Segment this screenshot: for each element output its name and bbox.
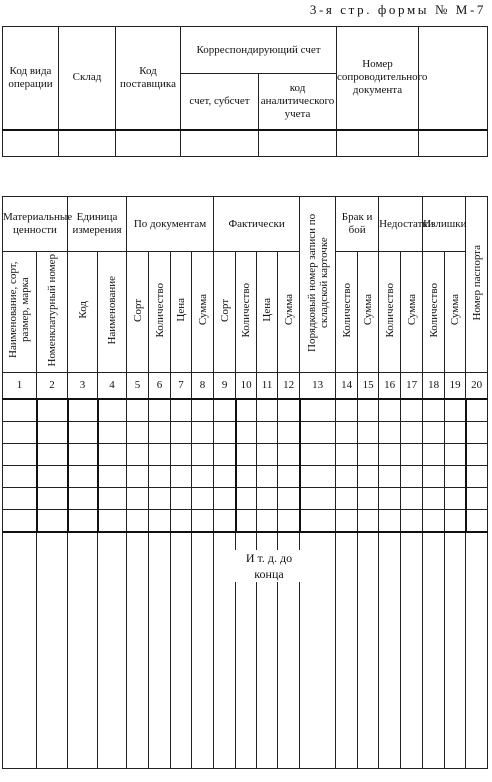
table-cell[interactable]: [401, 488, 423, 510]
column-number: 18: [423, 373, 445, 400]
passport-header: Номер паспорта: [466, 197, 488, 373]
table-cell[interactable]: [466, 510, 488, 533]
table-cell[interactable]: [401, 532, 423, 768]
data-rows: [3, 399, 488, 532]
table-cell[interactable]: [3, 399, 37, 422]
warehouse-cell[interactable]: [59, 130, 116, 157]
doc-sum-header: Сумма: [192, 252, 214, 373]
surplus-sum-header: Сумма: [445, 252, 466, 373]
table-cell[interactable]: [379, 399, 401, 422]
table-cell[interactable]: [300, 422, 336, 444]
table-cell[interactable]: [466, 399, 488, 422]
table-cell[interactable]: [68, 466, 98, 488]
code-operation-cell[interactable]: [3, 130, 59, 157]
table-cell[interactable]: [127, 532, 149, 768]
table-cell[interactable]: [466, 444, 488, 466]
continue-note: И т. д. до конца: [232, 550, 306, 582]
table-cell[interactable]: [68, 510, 98, 533]
table-cell[interactable]: [37, 488, 68, 510]
table-row: [3, 488, 488, 510]
table-cell[interactable]: [37, 444, 68, 466]
table-cell[interactable]: [171, 444, 192, 466]
table-cell[interactable]: [278, 399, 300, 422]
table-cell[interactable]: [171, 488, 192, 510]
table-cell[interactable]: [379, 488, 401, 510]
unit-header: Единица измерения: [68, 197, 127, 252]
top-empty-cell[interactable]: [419, 130, 488, 157]
table-cell[interactable]: [37, 422, 68, 444]
table-cell[interactable]: [445, 488, 466, 510]
table-cell[interactable]: [68, 399, 98, 422]
table-cell[interactable]: [336, 488, 358, 510]
table-cell[interactable]: [37, 532, 68, 768]
table-cell[interactable]: [68, 422, 98, 444]
table-cell[interactable]: [445, 444, 466, 466]
shortage-sum-header: Сумма: [401, 252, 423, 373]
name-header: Наименование, сорт, размер, марка: [3, 252, 37, 373]
table-cell[interactable]: [236, 422, 257, 444]
table-cell[interactable]: [401, 399, 423, 422]
table-cell[interactable]: [257, 488, 278, 510]
column-number: 16: [379, 373, 401, 400]
defect-header: Брак и бой: [336, 197, 379, 252]
table-cell[interactable]: [3, 510, 37, 533]
column-number: 8: [192, 373, 214, 400]
serial-number-header: Порядковый номер записи по складской карточке: [300, 197, 336, 373]
table-cell[interactable]: [466, 466, 488, 488]
table-cell[interactable]: [278, 444, 300, 466]
act-qty-header: Количество: [236, 252, 257, 373]
table-cell[interactable]: [98, 532, 127, 768]
table-cell[interactable]: [68, 488, 98, 510]
column-number: 5: [127, 373, 149, 400]
table-cell[interactable]: [379, 466, 401, 488]
defect-qty-header: Количество: [336, 252, 358, 373]
table-cell[interactable]: [336, 532, 358, 768]
shortage-qty-header: Количество: [379, 252, 401, 373]
table-cell[interactable]: [171, 422, 192, 444]
table-cell[interactable]: [358, 399, 379, 422]
table-cell[interactable]: [300, 510, 336, 533]
table-cell[interactable]: [236, 444, 257, 466]
table-cell[interactable]: [423, 466, 445, 488]
table-cell[interactable]: [171, 532, 192, 768]
column-number: 12: [278, 373, 300, 400]
supplier-code-header: Код поставщика: [116, 27, 181, 130]
table-cell[interactable]: [445, 399, 466, 422]
table-cell[interactable]: [214, 488, 236, 510]
top-empty-header: [419, 27, 488, 130]
table-cell[interactable]: [171, 510, 192, 533]
table-cell[interactable]: [37, 510, 68, 533]
table-cell[interactable]: [3, 444, 37, 466]
table-cell[interactable]: [214, 399, 236, 422]
table-cell[interactable]: [257, 399, 278, 422]
table-row: [3, 422, 488, 444]
table-cell[interactable]: [336, 444, 358, 466]
column-number: 6: [149, 373, 171, 400]
table-cell[interactable]: [98, 422, 127, 444]
surplus-qty-header: Количество: [423, 252, 445, 373]
table-cell[interactable]: [192, 510, 214, 533]
table-cell[interactable]: [278, 466, 300, 488]
table-cell[interactable]: [379, 532, 401, 768]
table-cell[interactable]: [379, 422, 401, 444]
doc-grade-header: Сорт: [127, 252, 149, 373]
table-cell[interactable]: [423, 444, 445, 466]
table-cell[interactable]: [423, 488, 445, 510]
table-cell[interactable]: [423, 422, 445, 444]
table-cell[interactable]: [257, 422, 278, 444]
table-cell[interactable]: [466, 532, 488, 768]
table-cell[interactable]: [149, 510, 171, 533]
column-number: 15: [358, 373, 379, 400]
doc-number-header: Номер сопроводительного документа: [337, 27, 419, 130]
column-number: 17: [401, 373, 423, 400]
table-cell[interactable]: [358, 532, 379, 768]
table-cell[interactable]: [300, 466, 336, 488]
code-operation-header: Код вида операции: [3, 27, 59, 130]
table-cell[interactable]: [3, 466, 37, 488]
table-cell[interactable]: [192, 422, 214, 444]
table-cell[interactable]: [401, 466, 423, 488]
column-number: 9: [214, 373, 236, 400]
table-cell[interactable]: [336, 399, 358, 422]
materials-header: Материальные ценности: [3, 197, 68, 252]
table-cell[interactable]: [278, 510, 300, 533]
table-cell[interactable]: [214, 510, 236, 533]
table-cell[interactable]: [37, 399, 68, 422]
table-cell[interactable]: [3, 422, 37, 444]
analytic-code-header: код аналитического учета: [259, 74, 337, 130]
materials-table: [2, 196, 488, 769]
column-numbers-row: [3, 373, 488, 400]
table-cell[interactable]: [466, 422, 488, 444]
act-sum-header: Сумма: [278, 252, 300, 373]
table-cell[interactable]: [149, 444, 171, 466]
column-number: 20: [466, 373, 488, 400]
table-row: [3, 399, 488, 422]
table-cell[interactable]: [127, 399, 149, 422]
table-cell[interactable]: [300, 488, 336, 510]
table-cell[interactable]: [445, 532, 466, 768]
table-cell[interactable]: [3, 532, 37, 768]
table-row: [3, 510, 488, 533]
table-cell[interactable]: [127, 466, 149, 488]
table-cell[interactable]: [379, 510, 401, 533]
table-cell[interactable]: [149, 532, 171, 768]
actual-header: Фактически: [214, 197, 300, 252]
table-cell[interactable]: [358, 466, 379, 488]
table-cell[interactable]: [192, 488, 214, 510]
account-cell[interactable]: [181, 130, 259, 157]
column-number: 2: [37, 373, 68, 400]
table-cell[interactable]: [214, 422, 236, 444]
table-cell[interactable]: [192, 444, 214, 466]
table-cell[interactable]: [98, 399, 127, 422]
table-cell[interactable]: [358, 444, 379, 466]
table-cell[interactable]: [98, 488, 127, 510]
table-cell[interactable]: [68, 444, 98, 466]
column-number: 1: [3, 373, 37, 400]
analytic-cell[interactable]: [259, 130, 337, 157]
column-number: 3: [68, 373, 98, 400]
table-cell[interactable]: [401, 444, 423, 466]
table-row: [3, 444, 488, 466]
table-cell[interactable]: [336, 510, 358, 533]
table-cell[interactable]: [192, 466, 214, 488]
header-table: [2, 26, 488, 157]
table-cell[interactable]: [401, 510, 423, 533]
table-cell[interactable]: [445, 422, 466, 444]
surplus-header: Излишки: [423, 197, 466, 252]
table-cell[interactable]: [278, 488, 300, 510]
table-cell[interactable]: [236, 399, 257, 422]
table-cell[interactable]: [401, 422, 423, 444]
table-cell[interactable]: [127, 444, 149, 466]
column-number: 7: [171, 373, 192, 400]
table-cell[interactable]: [257, 444, 278, 466]
by-documents-header: По документам: [127, 197, 214, 252]
column-number: 14: [336, 373, 358, 400]
table-cell[interactable]: [336, 422, 358, 444]
unit-code-header: Код: [68, 252, 98, 373]
table-cell[interactable]: [466, 488, 488, 510]
table-cell[interactable]: [149, 466, 171, 488]
table-cell[interactable]: [192, 399, 214, 422]
table-cell[interactable]: [214, 444, 236, 466]
doc-qty-header: Количество: [149, 252, 171, 373]
table-cell[interactable]: [127, 422, 149, 444]
form-number-label: 3-я стр. формы № М-7: [309, 2, 486, 17]
supplier-code-cell[interactable]: [116, 130, 181, 157]
doc-price-header: Цена: [171, 252, 192, 373]
table-cell[interactable]: [300, 399, 336, 422]
table-cell[interactable]: [127, 488, 149, 510]
table-cell[interactable]: [236, 488, 257, 510]
table-cell[interactable]: [3, 488, 37, 510]
shortage-header: Недостатки: [379, 197, 423, 252]
table-cell[interactable]: [423, 399, 445, 422]
corr-account-header: Корреспондирующий счет: [181, 27, 337, 74]
table-cell[interactable]: [149, 399, 171, 422]
column-number: 19: [445, 373, 466, 400]
defect-sum-header: Сумма: [358, 252, 379, 373]
table-cell[interactable]: [127, 510, 149, 533]
table-cell[interactable]: [236, 510, 257, 533]
table-cell[interactable]: [257, 466, 278, 488]
table-cell[interactable]: [423, 532, 445, 768]
table-cell[interactable]: [98, 466, 127, 488]
table-cell[interactable]: [257, 510, 278, 533]
table-cell[interactable]: [358, 488, 379, 510]
table-cell[interactable]: [278, 422, 300, 444]
act-grade-header: Сорт: [214, 252, 236, 373]
unit-name-header: Наименование: [98, 252, 127, 373]
table-cell[interactable]: [68, 532, 98, 768]
doc-number-cell[interactable]: [337, 130, 419, 157]
column-number: 13: [300, 373, 336, 400]
table-cell[interactable]: [300, 444, 336, 466]
table-cell[interactable]: [336, 466, 358, 488]
table-cell[interactable]: [149, 488, 171, 510]
table-cell[interactable]: [358, 422, 379, 444]
table-cell[interactable]: [192, 532, 214, 768]
column-number: 10: [236, 373, 257, 400]
table-cell[interactable]: [379, 444, 401, 466]
act-price-header: Цена: [257, 252, 278, 373]
table-cell[interactable]: [445, 466, 466, 488]
column-number: 4: [98, 373, 127, 400]
table-cell[interactable]: [423, 510, 445, 533]
account-subaccount-header: счет, субсчет: [181, 74, 259, 130]
table-cell[interactable]: [98, 444, 127, 466]
table-row: [3, 466, 488, 488]
table-cell[interactable]: [214, 466, 236, 488]
item-number-header: Номенклатурный номер: [37, 252, 68, 373]
table-cell[interactable]: [171, 466, 192, 488]
table-cell[interactable]: [149, 422, 171, 444]
column-number: 11: [257, 373, 278, 400]
table-cell[interactable]: [445, 510, 466, 533]
table-cell[interactable]: [236, 466, 257, 488]
table-cell[interactable]: [37, 466, 68, 488]
table-cell[interactable]: [358, 510, 379, 533]
warehouse-header: Склад: [59, 27, 116, 130]
table-cell[interactable]: [171, 399, 192, 422]
table-cell[interactable]: [98, 510, 127, 533]
